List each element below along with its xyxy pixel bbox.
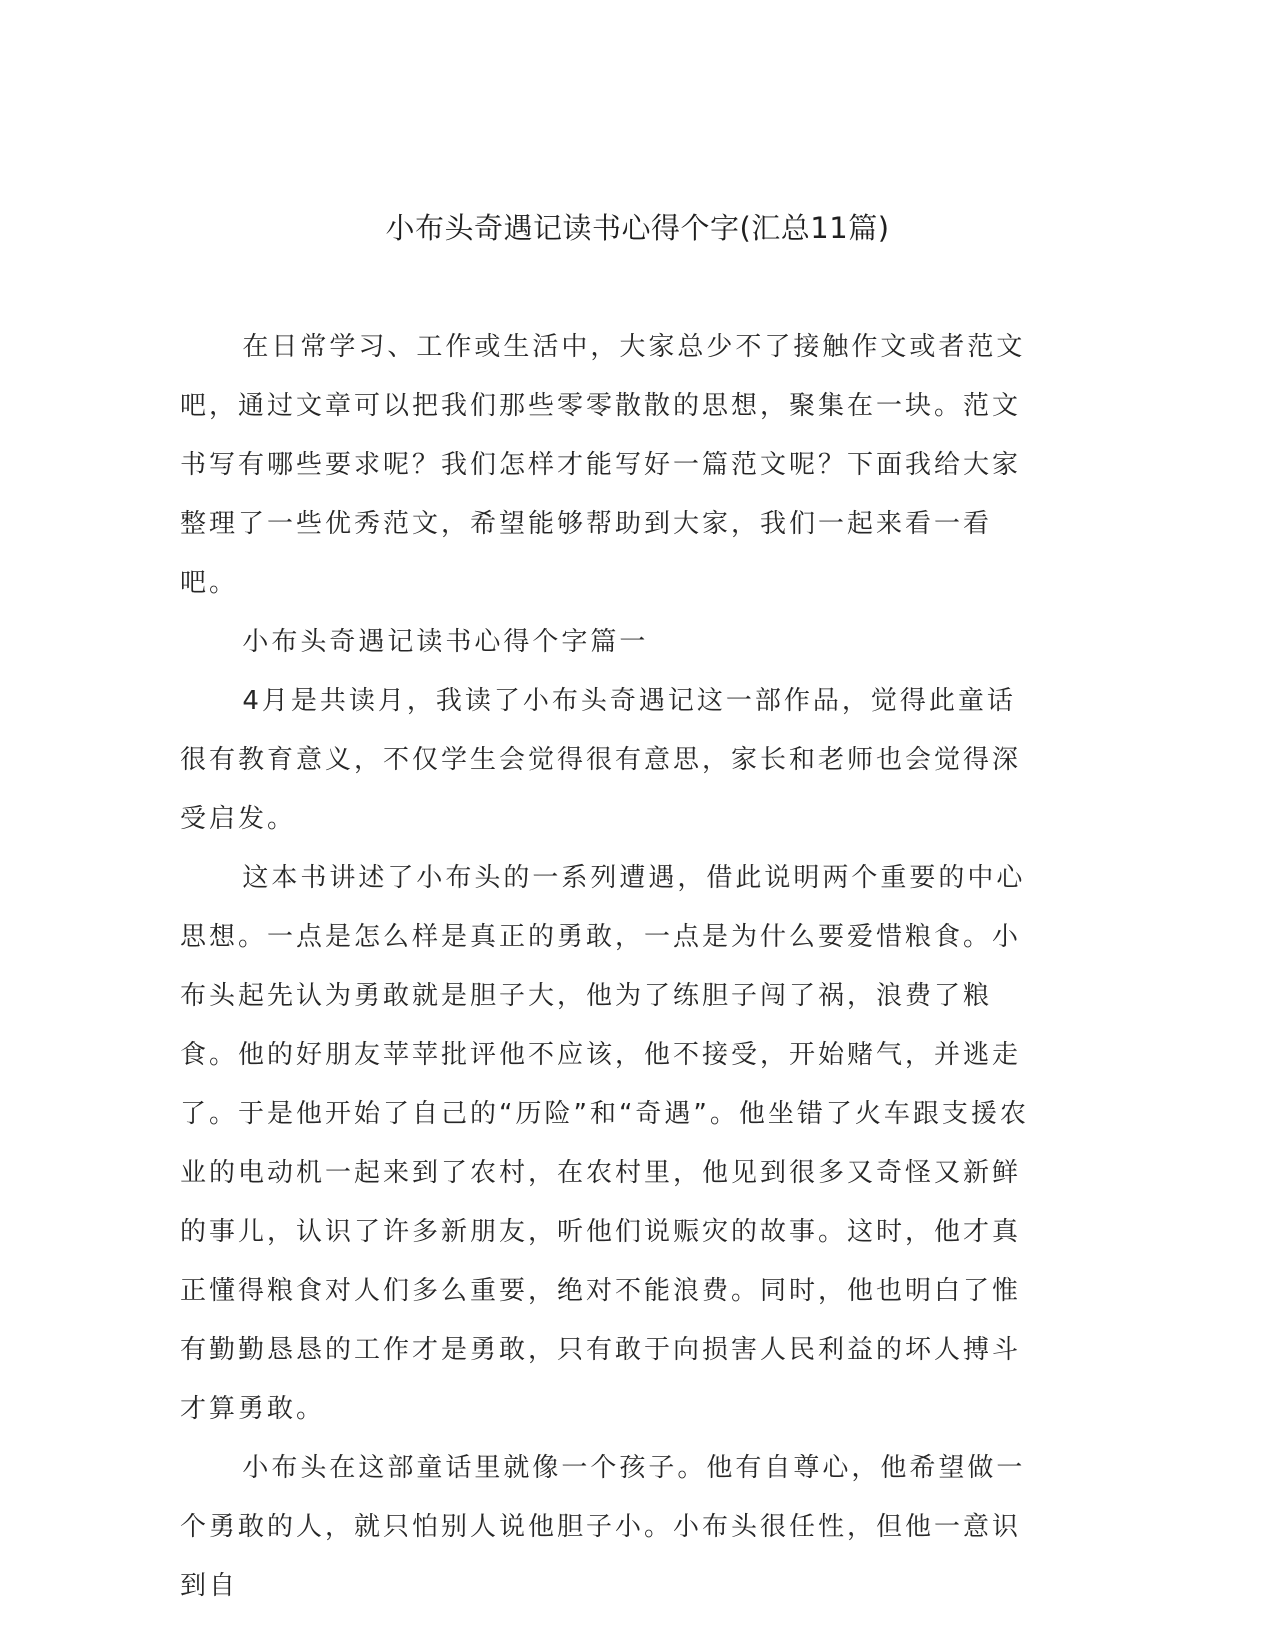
body-paragraph: 4月是共读月，我读了小布头奇遇记这一部作品，觉得此童话很有教育意义，不仅学生会觉得很有意思，家长和老师也会觉得深受启发。: [180, 686, 1022, 834]
body-paragraph: 小布头在这部童话里就像一个孩子。他有自尊心，他希望做一个勇敢的人，就只怕别人说他胆子小。小布头很任性，但他一意识到自: [180, 1453, 1026, 1601]
document-body: [180, 318, 1030, 1616]
document-title: 小布头奇遇记读书心得个字(汇总11篇): [385, 211, 890, 245]
section-heading: 小布头奇遇记读书心得个字篇一: [242, 627, 649, 657]
body-paragraph: 这本书讲述了小布头的一系列遭遇，借此说明两个重要的中心思想。一点是怎么样是真正的勇敢，一点是为什么要爱惜粮食。小布头起先认为勇敢就是胆子大，他为了练胆子闯了祸，浪费了粮食。他的好朋友苹苹批评他不应该，他不接受，开始赌气，并逃走了。于是他开始了自己的“历险”和“奇遇”。他坐错了火车跟支援农业的电动机一起来到了农村，在农村里，他见到很多又奇怪又新鲜的事儿，认识了许多新朋友，听他们说赈灾的故事。这时，他才真正懂得粮食对人们多么重要，绝对不能浪费。同时，他也明白了惟有勤勤恳恳的工作才是勇敢，只有敢于向损害人民利益的坏人搏斗才算勇敢。: [180, 863, 1029, 1424]
intro-paragraph: 在日常学习、工作或生活中，大家总少不了接触作文或者范文吧，通过文章可以把我们那些零零散散的思想，聚集在一块。范文书写有哪些要求呢？我们怎样才能写好一篇范文呢？下面我给大家整理了一些优秀范文，希望能够帮助到大家，我们一起来看一看吧。: [180, 332, 1026, 598]
